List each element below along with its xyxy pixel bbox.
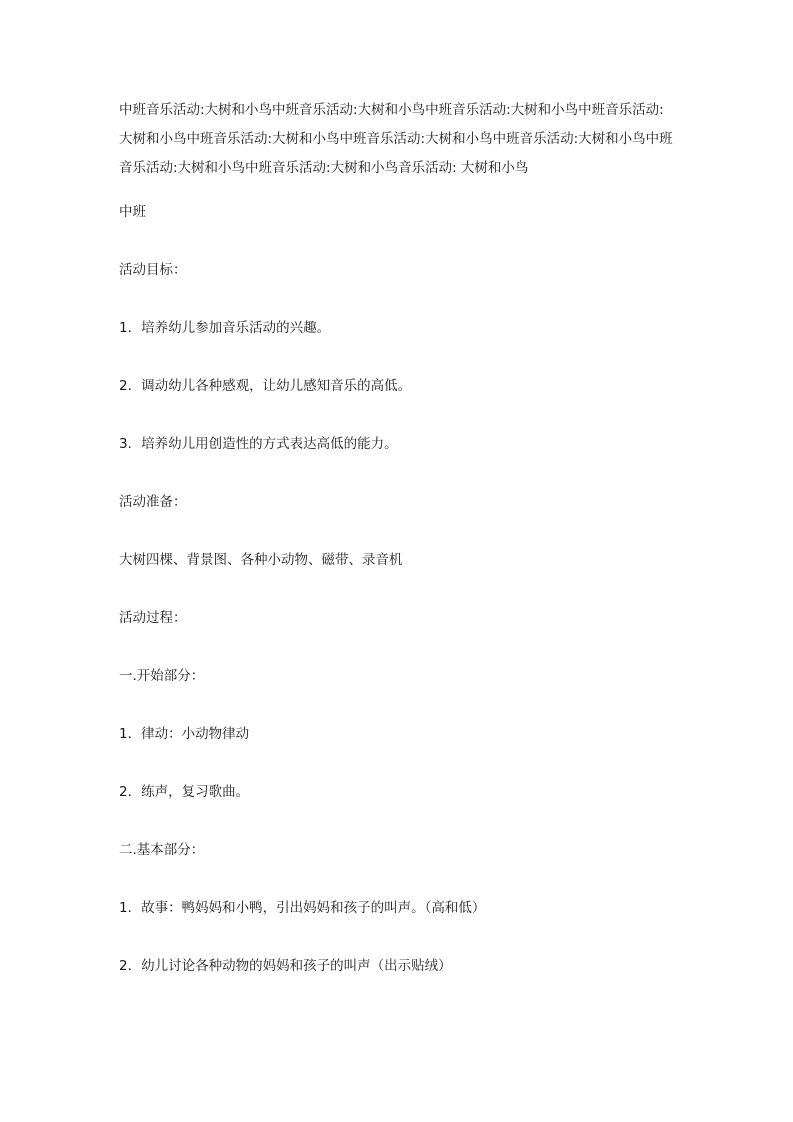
document-body (119, 96, 675, 976)
section-heading-goals: 活动目标： (119, 262, 187, 278)
class-level: 中班 (119, 204, 146, 220)
goal-item: 1．培养幼儿参加音乐活动的兴趣。 (119, 320, 331, 336)
title-paragraph: 中班音乐活动:大树和小鸟中班音乐活动:大树和小鸟中班音乐活动:大树和小鸟中班音乐活动:大树和小鸟中班音乐活动:大树和小鸟中班音乐活动:大树和小鸟中班音乐活动:大树和小鸟中班音乐活动:大树和小鸟中班音乐活动:大树和小鸟音乐活动: 大树和小鸟 (119, 102, 673, 176)
process-item: 1．律动：小动物律动 (119, 726, 250, 742)
preparation-materials: 大树四棵、背景图、各种小动物、磁带、录音机 (119, 552, 403, 568)
goal-item: 2．调动幼儿各种感观，让幼儿感知音乐的高低。 (119, 378, 412, 394)
section-heading-process: 活动过程： (119, 610, 187, 626)
subsection-heading-main: 二.基本部分： (119, 842, 205, 858)
section-heading-preparation: 活动准备： (119, 494, 187, 510)
goal-item: 3．培养幼儿用创造性的方式表达高低的能力。 (119, 436, 398, 452)
subsection-heading-opening: 一.开始部分： (119, 668, 205, 684)
process-item: 2．练声，复习歌曲。 (119, 784, 250, 800)
process-item: 1．故事：鸭妈妈和小鸭，引出妈妈和孩子的叫声。（高和低） (119, 900, 486, 916)
process-item: 2．幼儿讨论各种动物的妈妈和孩子的叫声（出示贴绒） (119, 958, 452, 974)
